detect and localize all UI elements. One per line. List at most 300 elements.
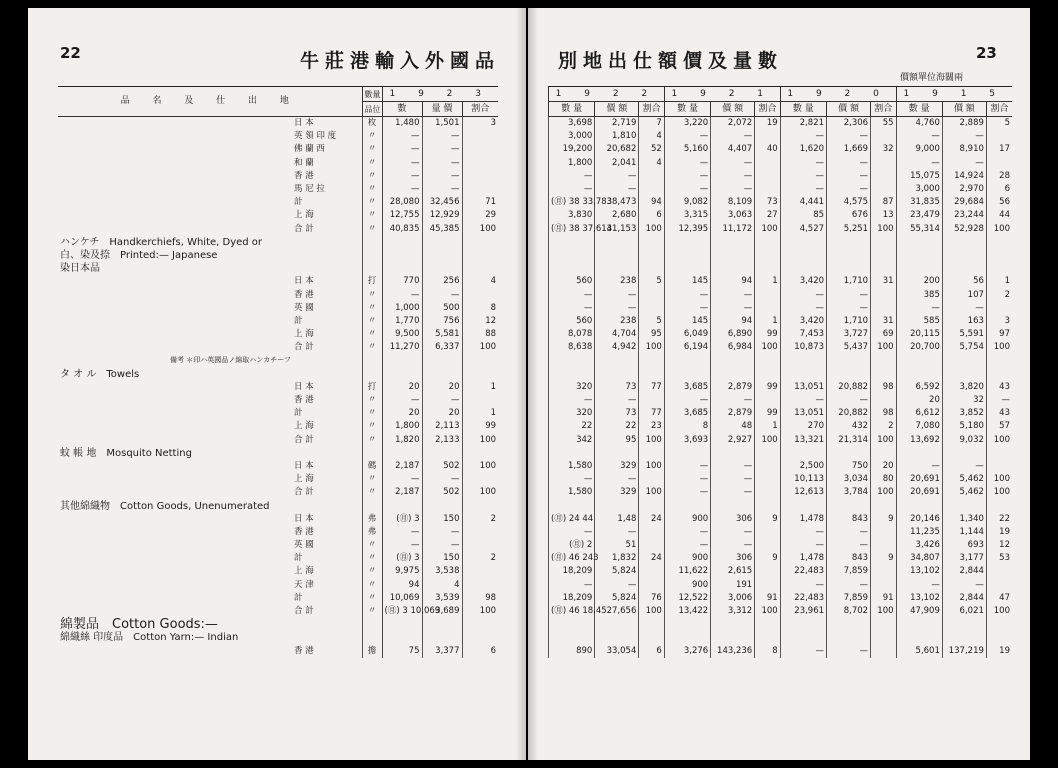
row-share xyxy=(986,249,1012,262)
row-share xyxy=(639,473,664,486)
row-value xyxy=(422,631,462,644)
table-row xyxy=(549,275,1013,288)
row-quantity: 9,975 xyxy=(382,565,422,578)
row-quantity: — xyxy=(780,394,826,407)
row-value: 329 xyxy=(595,460,639,473)
row-value: 29,684 xyxy=(942,196,986,209)
row-quantity xyxy=(664,499,710,512)
row-item-name: 白、染及捺 Printed:— Japanese xyxy=(60,249,218,261)
row-value: 2,133 xyxy=(422,434,462,447)
row-share xyxy=(871,631,896,644)
row-value: — xyxy=(595,183,639,196)
row-share: 73 xyxy=(755,196,780,209)
row-unit xyxy=(362,368,382,381)
row-quantity xyxy=(780,354,826,367)
row-quantity: (㊊) 3 10,069 xyxy=(382,605,422,618)
row-share xyxy=(462,579,498,592)
row-value: — xyxy=(827,539,871,552)
row-share xyxy=(986,631,1012,644)
row-quantity: 47,909 xyxy=(896,605,942,618)
row-share xyxy=(639,368,664,381)
row-quantity: 2,821 xyxy=(780,117,826,131)
table-row xyxy=(549,486,1013,499)
row-unit: 〃 xyxy=(362,605,382,618)
row-quantity: 900 xyxy=(664,552,710,565)
row-value xyxy=(942,354,986,367)
row-value: 32 xyxy=(942,394,986,407)
row-value xyxy=(942,618,986,631)
table-row xyxy=(58,434,498,447)
row-value xyxy=(422,447,462,460)
row-value: — xyxy=(827,526,871,539)
row-share xyxy=(462,143,498,156)
row-share xyxy=(639,236,664,249)
row-share: 95 xyxy=(639,328,664,341)
row-value: 1,669 xyxy=(827,143,871,156)
row-quantity: — xyxy=(664,183,710,196)
row-quantity: 560 xyxy=(549,275,595,288)
table-row xyxy=(549,196,1013,209)
row-quantity: — xyxy=(896,130,942,143)
row-share xyxy=(871,565,896,578)
row-share xyxy=(986,354,1012,367)
row-quantity: — xyxy=(780,579,826,592)
row-share xyxy=(462,157,498,170)
row-quantity: 22,483 xyxy=(780,592,826,605)
row-share: 43 xyxy=(986,381,1012,394)
row-quantity: 31,835 xyxy=(896,196,942,209)
row-item-name: タ オ ル Towels xyxy=(60,368,140,380)
row-share: 99 xyxy=(755,381,780,394)
row-share xyxy=(755,236,780,249)
row-value: 7,859 xyxy=(827,592,871,605)
row-value: 5,824 xyxy=(595,592,639,605)
row-quantity: 13,051 xyxy=(780,381,826,394)
row-share xyxy=(755,262,780,275)
row-quantity: 18,209 xyxy=(549,592,595,605)
row-quantity xyxy=(664,631,710,644)
row-value: — xyxy=(422,183,462,196)
row-value xyxy=(711,618,755,631)
row-value: 8,910 xyxy=(942,143,986,156)
row-unit: 〃 xyxy=(362,407,382,420)
row-quantity: — xyxy=(382,288,422,301)
sub-header-qty: 數 量 xyxy=(664,102,710,117)
table-row xyxy=(549,302,1013,315)
row-value: — xyxy=(711,183,755,196)
table-row xyxy=(58,513,498,526)
row-unit: 弗 xyxy=(362,526,382,539)
row-value: 756 xyxy=(422,315,462,328)
row-share xyxy=(871,130,896,143)
row-item-name: 佛 蘭 西 xyxy=(294,144,325,155)
row-share: 19 xyxy=(755,117,780,131)
row-share: 91 xyxy=(871,592,896,605)
row-quantity: — xyxy=(780,645,826,658)
row-share: 100 xyxy=(639,341,664,354)
page-number-right: 23 xyxy=(976,44,997,62)
row-share xyxy=(986,460,1012,473)
row-quantity: — xyxy=(664,302,710,315)
table-row xyxy=(58,249,498,262)
row-share: 27 xyxy=(755,209,780,222)
row-quantity: — xyxy=(664,486,710,499)
row-quantity: 23,961 xyxy=(780,605,826,618)
table-row xyxy=(58,130,498,143)
row-unit: 〃 xyxy=(362,157,382,170)
row-quantity xyxy=(896,447,942,460)
row-value: 432 xyxy=(827,420,871,433)
row-quantity: 19,200 xyxy=(549,143,595,156)
row-quantity: 9,000 xyxy=(896,143,942,156)
row-value: 11,172 xyxy=(711,223,755,236)
row-item-name: 染日本品 xyxy=(60,263,100,275)
row-value: 238 xyxy=(595,315,639,328)
row-share xyxy=(986,302,1012,315)
row-value: — xyxy=(422,157,462,170)
table-row xyxy=(549,539,1013,552)
row-share: 1 xyxy=(986,275,1012,288)
table-row xyxy=(549,592,1013,605)
row-share: 80 xyxy=(871,473,896,486)
table-row xyxy=(58,592,498,605)
table-row xyxy=(549,645,1013,658)
row-share xyxy=(755,473,780,486)
row-value xyxy=(711,631,755,644)
table-row xyxy=(549,434,1013,447)
row-share: 23 xyxy=(639,420,664,433)
row-share xyxy=(462,368,498,381)
row-quantity xyxy=(780,262,826,275)
table-row xyxy=(58,354,498,367)
row-value: — xyxy=(595,579,639,592)
sub-header-qty: 數 量 xyxy=(896,102,942,117)
row-quantity xyxy=(382,447,422,460)
sub-header-share: 割合 xyxy=(871,102,896,117)
row-quantity: 12,613 xyxy=(780,486,826,499)
row-item-name: 綿製品 Cotton Goods:— xyxy=(60,617,218,633)
table-row xyxy=(549,447,1013,460)
row-share: 100 xyxy=(462,341,498,354)
row-value: 12,929 xyxy=(422,209,462,222)
row-quantity: 12,755 xyxy=(382,209,422,222)
row-item-name: 英 領 印 度 xyxy=(294,131,337,142)
row-quantity xyxy=(664,236,710,249)
row-value: — xyxy=(595,473,639,486)
row-item-name: 日 本 xyxy=(294,118,314,129)
row-share: 1 xyxy=(462,407,498,420)
row-share: 100 xyxy=(639,605,664,618)
row-share xyxy=(871,236,896,249)
row-quantity: 10,069 xyxy=(382,592,422,605)
row-value xyxy=(595,249,639,262)
row-value: 8,702 xyxy=(827,605,871,618)
row-share xyxy=(871,302,896,315)
row-quantity: — xyxy=(896,460,942,473)
row-quantity: 4,441 xyxy=(780,196,826,209)
sub-header-value: 量 價 xyxy=(422,102,462,117)
row-quantity: 1,478 xyxy=(780,513,826,526)
row-share xyxy=(462,447,498,460)
row-share: 2 xyxy=(986,288,1012,301)
row-quantity: 13,422 xyxy=(664,605,710,618)
row-value: 33,054 xyxy=(595,645,639,658)
row-share: 8 xyxy=(462,302,498,315)
row-item-name: 日 本 xyxy=(294,381,314,392)
row-item-name: 上 海 xyxy=(294,566,314,577)
row-value: 3,784 xyxy=(827,486,871,499)
row-quantity: — xyxy=(780,157,826,170)
row-quantity xyxy=(382,354,422,367)
row-value: 5,462 xyxy=(942,473,986,486)
row-item-name: 馬 尼 拉 xyxy=(294,184,325,195)
row-quantity: 7,453 xyxy=(780,328,826,341)
row-value xyxy=(422,499,462,512)
row-value: — xyxy=(711,526,755,539)
row-quantity: 8,638 xyxy=(549,341,595,354)
row-value: 2,113 xyxy=(422,420,462,433)
row-share xyxy=(871,170,896,183)
row-quantity: 1,000 xyxy=(382,302,422,315)
row-quantity: 20,146 xyxy=(896,513,942,526)
row-value: 2,719 xyxy=(595,117,639,131)
row-value: 52,928 xyxy=(942,223,986,236)
row-unit: 〃 xyxy=(362,592,382,605)
table-row xyxy=(549,183,1013,196)
row-unit: 〃 xyxy=(362,183,382,196)
row-value xyxy=(595,631,639,644)
row-unit: 〃 xyxy=(362,170,382,183)
row-value: — xyxy=(711,170,755,183)
row-value: — xyxy=(827,183,871,196)
row-share xyxy=(639,499,664,512)
row-value: 5,754 xyxy=(942,341,986,354)
row-value: 94 xyxy=(711,315,755,328)
table-row xyxy=(549,460,1013,473)
row-quantity: 4,527 xyxy=(780,223,826,236)
table-row xyxy=(549,157,1013,170)
row-unit: 〃 xyxy=(362,420,382,433)
row-quantity: — xyxy=(664,539,710,552)
row-share xyxy=(462,394,498,407)
row-quantity xyxy=(382,262,422,275)
row-share: 88 xyxy=(462,328,498,341)
row-value: 4,942 xyxy=(595,341,639,354)
row-share: 9 xyxy=(871,513,896,526)
row-value: 5,251 xyxy=(827,223,871,236)
row-value: 3,034 xyxy=(827,473,871,486)
row-share xyxy=(639,447,664,460)
page-title-left: 牛莊港輸入外國品 xyxy=(300,50,501,72)
row-share: 32 xyxy=(871,143,896,156)
row-share: 12 xyxy=(462,315,498,328)
table-row xyxy=(58,143,498,156)
sub-header-share: 割合 xyxy=(462,102,498,117)
row-share xyxy=(755,183,780,196)
table-row xyxy=(58,223,498,236)
row-quantity: — xyxy=(549,288,595,301)
row-quantity: 560 xyxy=(549,315,595,328)
row-quantity: — xyxy=(780,170,826,183)
row-share: 100 xyxy=(462,460,498,473)
row-value: — xyxy=(595,302,639,315)
row-share: 5 xyxy=(639,275,664,288)
row-share: 9 xyxy=(755,513,780,526)
table-row xyxy=(549,579,1013,592)
row-value: — xyxy=(711,302,755,315)
table-row xyxy=(549,420,1013,433)
page-number-left: 22 xyxy=(60,44,81,62)
row-share xyxy=(871,526,896,539)
row-value: — xyxy=(827,579,871,592)
row-quantity: (㊊) 3 xyxy=(382,552,422,565)
sub-header-qty: 數 量 xyxy=(780,102,826,117)
row-share: 55 xyxy=(871,117,896,131)
row-unit: 〃 xyxy=(362,579,382,592)
table-row xyxy=(549,499,1013,512)
row-value: — xyxy=(595,526,639,539)
row-share xyxy=(639,565,664,578)
row-value xyxy=(422,249,462,262)
table-row xyxy=(549,407,1013,420)
row-share xyxy=(639,526,664,539)
row-unit: 〃 xyxy=(362,209,382,222)
row-value: 20 xyxy=(422,381,462,394)
row-value: — xyxy=(827,288,871,301)
row-share: 100 xyxy=(871,223,896,236)
row-share xyxy=(986,565,1012,578)
row-quantity: — xyxy=(382,394,422,407)
table-row xyxy=(549,130,1013,143)
row-value: 2,844 xyxy=(942,565,986,578)
row-share: 99 xyxy=(755,407,780,420)
row-value xyxy=(942,236,986,249)
table-row xyxy=(58,328,498,341)
row-unit xyxy=(362,236,382,249)
row-value: — xyxy=(711,486,755,499)
row-value: 2,680 xyxy=(595,209,639,222)
row-unit xyxy=(362,618,382,631)
row-quantity: — xyxy=(664,473,710,486)
table-row xyxy=(549,394,1013,407)
row-share xyxy=(639,183,664,196)
row-quantity: 1,580 xyxy=(549,486,595,499)
row-quantity: 20 xyxy=(896,394,942,407)
row-quantity: 342 xyxy=(549,434,595,447)
row-value: — xyxy=(711,539,755,552)
row-value: 2,041 xyxy=(595,157,639,170)
row-share: 77 xyxy=(639,407,664,420)
row-quantity: 13,321 xyxy=(780,434,826,447)
row-quantity: 10,113 xyxy=(780,473,826,486)
row-share: 6 xyxy=(462,645,498,658)
row-quantity xyxy=(664,368,710,381)
row-value: — xyxy=(422,526,462,539)
row-value xyxy=(827,499,871,512)
row-value: 45,385 xyxy=(422,223,462,236)
unit-note: 價額單位海關兩 xyxy=(900,73,964,83)
row-quantity: 20,691 xyxy=(896,486,942,499)
row-share: 19 xyxy=(986,526,1012,539)
row-value: 3,377 xyxy=(422,645,462,658)
row-share: 47 xyxy=(986,592,1012,605)
row-share xyxy=(755,170,780,183)
row-value: 1,144 xyxy=(942,526,986,539)
row-share xyxy=(871,183,896,196)
row-value: 256 xyxy=(422,275,462,288)
left-page xyxy=(28,8,526,760)
row-quantity xyxy=(896,354,942,367)
row-item-name: 計 xyxy=(294,553,303,564)
table-row xyxy=(58,157,498,170)
table-row xyxy=(58,209,498,222)
row-quantity: 900 xyxy=(664,579,710,592)
right-page xyxy=(528,8,1030,760)
row-value xyxy=(422,368,462,381)
row-quantity: — xyxy=(896,157,942,170)
row-quantity xyxy=(549,249,595,262)
row-share: 6 xyxy=(986,183,1012,196)
row-value xyxy=(827,354,871,367)
row-value xyxy=(595,262,639,275)
row-item-name: 英 國 xyxy=(294,540,314,551)
row-share xyxy=(755,302,780,315)
row-quantity: 15,075 xyxy=(896,170,942,183)
row-share xyxy=(871,499,896,512)
row-share xyxy=(639,618,664,631)
table-row xyxy=(549,328,1013,341)
row-share xyxy=(871,618,896,631)
row-unit: 〃 xyxy=(362,223,382,236)
row-quantity: 1,480 xyxy=(382,117,422,131)
row-quantity: 23,479 xyxy=(896,209,942,222)
row-value: — xyxy=(595,288,639,301)
row-value: 107 xyxy=(942,288,986,301)
row-share xyxy=(462,499,498,512)
row-quantity: 200 xyxy=(896,275,942,288)
row-value: 143,236 xyxy=(711,645,755,658)
row-unit: 弗 xyxy=(362,513,382,526)
row-value: 5,437 xyxy=(827,341,871,354)
row-quantity xyxy=(382,368,422,381)
table-row xyxy=(58,315,498,328)
left-table xyxy=(58,86,498,658)
row-value: 4,575 xyxy=(827,196,871,209)
row-quantity xyxy=(896,631,942,644)
row-quantity: 770 xyxy=(382,275,422,288)
row-value: 1,501 xyxy=(422,117,462,131)
table-row xyxy=(58,526,498,539)
row-quantity: 320 xyxy=(549,407,595,420)
row-quantity: 9,082 xyxy=(664,196,710,209)
row-value: — xyxy=(422,143,462,156)
row-value: 4,407 xyxy=(711,143,755,156)
row-unit: 〃 xyxy=(362,486,382,499)
row-quantity: 13,051 xyxy=(780,407,826,420)
row-item-name: 英 國 xyxy=(294,302,314,313)
row-share: 9 xyxy=(755,552,780,565)
row-value: 38,473 xyxy=(595,196,639,209)
year-header: 1 9 1 5 xyxy=(896,87,1012,102)
table-row xyxy=(549,565,1013,578)
row-quantity xyxy=(549,236,595,249)
table-row xyxy=(549,117,1013,131)
row-value xyxy=(711,499,755,512)
row-quantity: — xyxy=(664,157,710,170)
row-value: 137,219 xyxy=(942,645,986,658)
row-item-name: 天 津 xyxy=(294,579,314,590)
row-quantity: 55,314 xyxy=(896,223,942,236)
